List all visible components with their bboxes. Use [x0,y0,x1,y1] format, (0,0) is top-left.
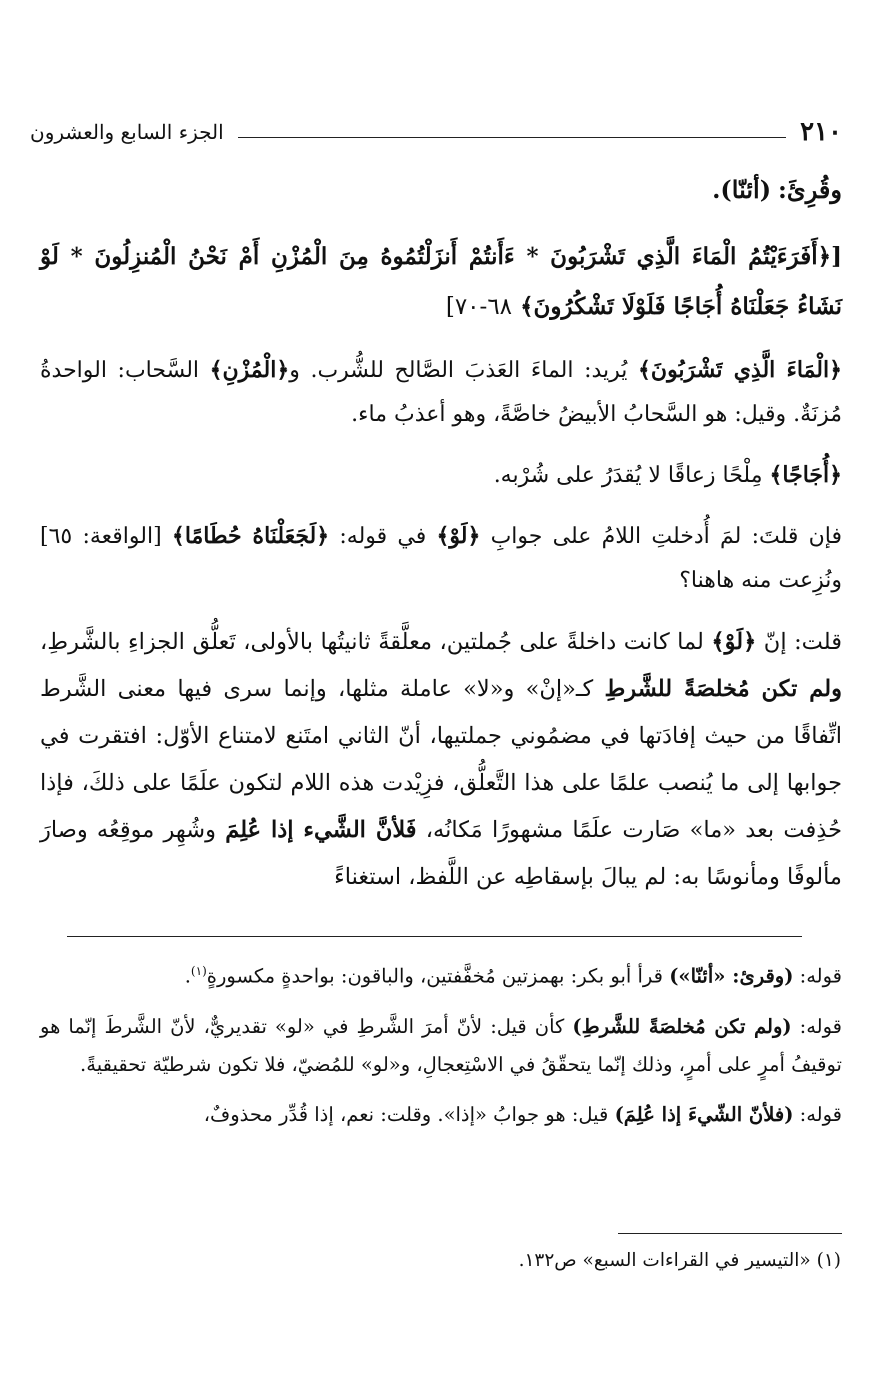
page-number: ٢١٠ [800,117,842,147]
paragraph-ujaj [40,453,842,498]
paragraph-text: في قوله: [329,524,437,549]
commentary-note-2 [40,1008,842,1084]
commentary-note-3 [40,1096,842,1134]
footnote-rule [618,1233,842,1234]
note-text: قوله: [793,964,842,988]
note-lemma: (وقرئ: «أئنّا») [669,964,794,988]
commentary-note-1: قوله: (وقرئ: «أئنّا») قرأ أبو بكر: بهمزتين مُخفَّفتين، والباقون: بواحدةٍ مكسورةٍ$^{(١)}$. [184,964,842,988]
main-text [40,168,842,901]
paragraph-text: قلت: إنّ [756,629,842,655]
commentary-divider [67,936,802,937]
verse-text: [﴿أَفَرَءَيْتُمُ الْمَاءَ الَّذِي تَشْرَبُونَ * ءَأَنتُمْ أَنزَلْتُمُوهُ مِنَ الْمُزْنِ أَمْ نَحْنُ الْمُنزِلُونَ * لَوْ نَشَاءُ جَعَلْنَاهُ أُجَاجًا فَلَوْلَا تَشْكُرُونَ﴾ [40,243,842,320]
footnote: (١) «التيسير في القراءات السبع» ص١٣٢. [518,1250,841,1271]
verse-reference: ٦٨-٧٠] [445,294,513,320]
quote-law: ﴿لَوْ﴾ [711,629,757,655]
header-rule [238,137,786,138]
quote-law: ﴿لَوْ﴾ [436,523,481,549]
quote-muzn: ﴿الْمُزْنِ﴾ [209,357,290,383]
quran-verse [40,232,842,332]
page-header [30,112,842,152]
note-text: قوله: [791,1014,843,1038]
emphasis-mukhlisa: ولم تكن مُخلصَةً للشَّرطِ [604,676,842,702]
paragraph-text: وشُهِر موقِعُه وصارَ مألوفًا ومأنوسًا به: لم يبالَ بإسقاطِه عن اللَّفظ، استغناءً [40,817,842,890]
qirah-label: وقُرِئَ: [778,175,842,204]
note-text: كأن قيل: لأنّ أمرَ الشَّرطِ في «لو» تقديريٌّ، لأنّ الشَّرطَ إنّما هو توقيفُ أمرٍ على أمرٍ، وذلك إنّما يتحقّقُ في الاسْتِعجالِ، و«لو» للمُضيّ، فلا تكون شرطيّة تحقيقيةً. [40,1014,842,1076]
qirah-line [40,168,842,214]
paragraph-water [40,348,842,437]
paragraph-text: يُريد: الماءَ العَذبَ الصَّالح للشُّرب. و [289,358,639,383]
paragraph-text: لما كانت داخلةً على جُملتين، معلَّقةً ثانيتُها بالأولى، تَعلُّق الجزاءِ بالشَّرطِ، [40,629,712,655]
note-lemma: (ولم تكن مُخلصَةً للشَّرطِ) [572,1014,792,1038]
paragraph-text: السَّحاب: الواحدةُ مُزنَةٌ. وقيل: هو السَّحابُ الأبيضُ خاصَّةً، وهو أعذبُ ماء. [40,358,842,427]
paragraph-question [40,514,842,603]
paragraph-text: فإن قلتَ: لمَ أُدخلتِ اللامُ على جوابِ [480,524,843,549]
emphasis-falianna: فَلأنَّ الشَّيء إذا عُلِمَ [225,817,417,843]
running-title: الجزء السابع والعشرون [30,120,224,144]
paragraph-text: كـ«إنْ» و«لا» عاملة مثلها، وإنما سرى فيها معنى الشَّرط اتِّفاقًا من حيث إفادَتها في مضمُوني جملتيها، أنّ الثاني امتَنع لامتناع الأوّل: افتقرت في جوابها إلى ما يُنصب علمًا على هذا التَّعلُّق، فزِيْدت هذه اللام لتكون علَمًا على ذلكَ، فإذا حُذِفت بعد «ما» صَارت علَمًا مشهورًا مَكانُه، [40,676,842,843]
note-lemma: (فلأنّ الشّيءَ إذا عُلِمَ) [614,1102,794,1126]
note-text: قيل: هو جوابُ «إذا». وقلت: نعم، إذا قُدِّر محذوفٌ، [203,1102,615,1126]
note-text: قوله: [793,1102,842,1126]
quote-water: ﴿الْمَاءَ الَّذِي تَشْرَبُونَ﴾ [638,357,843,383]
qirah-word: (أئنّا). [712,175,772,204]
note-text: قرأ أبو بكر: بهمزتين مُخفَّفتين، والباقون: بواحدةٍ مكسورةٍ [206,964,670,988]
quote-hutam: ﴿لَجَعَلْنَاهُ حُطَامًا﴾ [171,523,330,549]
paragraph-text: [الواقعة: ٦٥] ونُزِعت منه هاهنا؟ [40,524,842,593]
paragraph-answer [40,619,842,901]
commentary [40,952,842,1134]
paragraph-text: مِلْحًا زعاقًا لا يُقدَرُ على شُرْبه. [493,463,770,488]
quote-ujaj: ﴿أُجَاجًا﴾ [769,462,842,488]
footnote-marker: (١) [190,964,207,978]
